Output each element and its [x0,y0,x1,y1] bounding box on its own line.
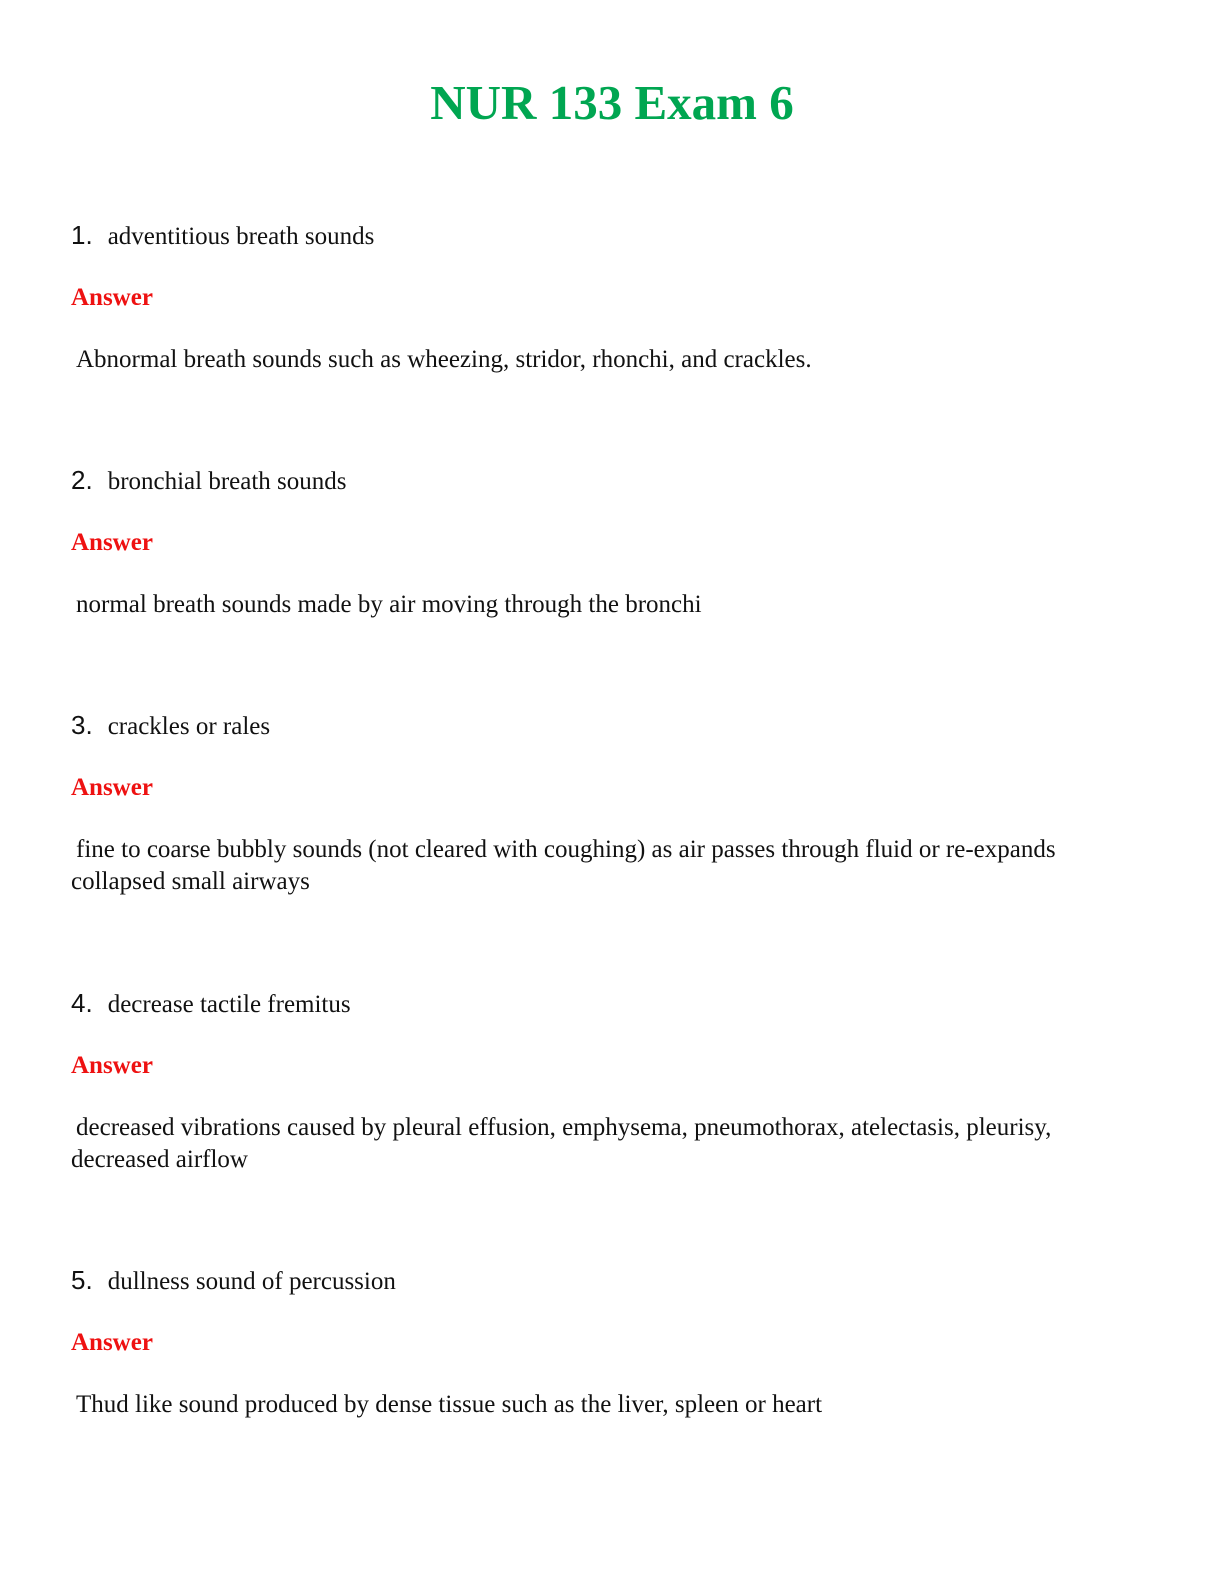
question-number: 2. [71,465,93,495]
answer-text: decreased vibrations caused by pleural effusion, emphysema, pneumothorax, atelectasis, pleurisy, decreased airflow [71,1114,1052,1173]
answer-label: Answer [71,774,153,801]
answer-text: Abnormal breath sounds such as wheezing, stridor, rhonchi, and crackles. [76,346,812,373]
question-item [71,708,1071,898]
question-item [71,218,1071,376]
question-line [71,986,1071,1020]
question-number: 5. [71,1265,93,1295]
question-line [71,218,1071,252]
answer-text: fine to coarse bubbly sounds (not cleared with coughing) as air passes through fluid or re-expands collapsed small airways [71,836,1056,895]
answer-label: Answer [71,1329,153,1356]
question-text: adventitious breath sounds [107,223,375,250]
question-line [71,708,1071,742]
question-item [71,463,1071,621]
question-line [71,1263,1071,1297]
question-text: decrease tactile fremitus [107,991,351,1018]
page-title: NUR 133 Exam 6 [430,75,794,130]
question-number: 3. [71,710,93,740]
answer-label: Answer [71,1052,153,1079]
question-text: bronchial breath sounds [107,468,347,495]
answer-text: Thud like sound produced by dense tissue such as the liver, spleen or heart [76,1391,823,1418]
question-item [71,986,1071,1176]
question-item [71,1263,1071,1421]
question-number: 4. [71,988,93,1018]
answer-label: Answer [71,284,153,311]
question-text: crackles or rales [107,713,271,740]
answer-label: Answer [71,529,153,556]
question-number: 1. [71,220,93,250]
question-text: dullness sound of percussion [107,1268,396,1295]
answer-text: normal breath sounds made by air moving through the bronchi [76,591,702,618]
question-line [71,463,1071,497]
